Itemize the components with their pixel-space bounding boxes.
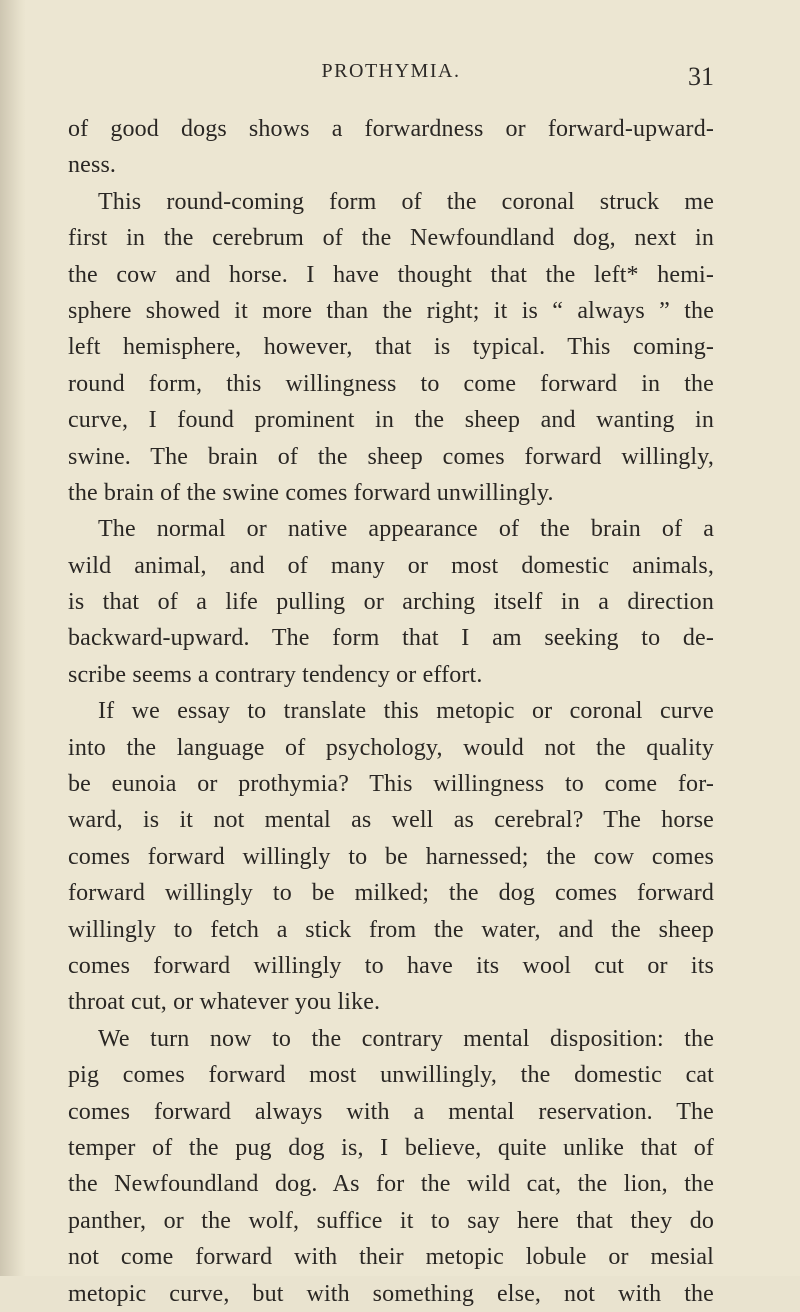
text-line: The normal or native appearance of the brain of a	[98, 516, 714, 543]
text-line: This round-coming form of the coronal struck me	[98, 188, 714, 215]
running-title: PROTHYMIA.	[321, 60, 461, 82]
text-line: first in the cerebrum of the Newfoundland dog, next in	[68, 225, 714, 252]
text-line: ward, is it not mental as well as cerebral? The horse	[68, 807, 714, 834]
text-line: into the language of psychology, would not the quality	[68, 734, 714, 761]
text-line: comes forward always with a mental reservation. The	[68, 1098, 714, 1125]
text-line: the Newfoundland dog. As for the wild cat, the lion, the	[68, 1171, 714, 1198]
text-line: the brain of the swine comes forward unwillingly.	[68, 479, 554, 506]
text-line: forward willingly to be milked; the dog comes forward	[68, 880, 714, 907]
text-line: willingly to fetch a stick from the water, and the sheep	[68, 916, 714, 943]
text-line: left hemisphere, however, that is typical. This coming-	[68, 334, 714, 361]
page-number: 31	[688, 62, 714, 91]
text-line: sphere showed it more than the right; it is “ always ” the	[68, 297, 714, 324]
text-line: not come forward with their metopic lobule or mesial	[68, 1244, 714, 1271]
text-line: wild animal, and of many or most domestic animals,	[68, 552, 714, 579]
text-line: swine. The brain of the sheep comes forward willingly,	[68, 443, 714, 470]
text-line: temper of the pug dog is, I believe, quite unlike that of	[68, 1134, 714, 1161]
text-line: of good dogs shows a forwardness or forward-upward-	[68, 116, 714, 142]
text-line: the cow and horse. I have thought that the left* hemi-	[68, 261, 714, 288]
text-line: round form, this willingness to come forward in the	[68, 370, 714, 397]
text-line: We turn now to the contrary mental disposition: the	[98, 1025, 714, 1052]
text-line: scribe seems a contrary tendency or effort.	[68, 661, 483, 688]
text-line: throat cut, or whatever you like.	[68, 989, 381, 1016]
text-line: backward-upward. The form that I am seeking to de-	[68, 625, 714, 652]
text-line: curve, I found prominent in the sheep and wanting in	[68, 407, 714, 434]
body-text	[68, 111, 714, 1312]
text-line: If we essay to translate this metopic or coronal curve	[98, 698, 714, 725]
text-line: metopic curve, but with something else, not with the	[68, 1280, 714, 1307]
text-line: pig comes forward most unwillingly, the domestic cat	[68, 1062, 714, 1089]
text-line: is that of a life pulling or arching itself in a direction	[68, 589, 714, 616]
text-line: comes forward willingly to have its wool cut or its	[68, 952, 714, 979]
text-line: comes forward willingly to be harnessed; the cow comes	[68, 843, 714, 870]
running-head	[68, 60, 714, 92]
text-line: panther, or the wolf, suffice it to say here that they do	[68, 1207, 714, 1234]
text-line: be eunoia or prothymia? This willingness to come for-	[68, 771, 714, 798]
text-line: ness.	[68, 152, 117, 179]
binding-edge	[0, 0, 26, 1276]
